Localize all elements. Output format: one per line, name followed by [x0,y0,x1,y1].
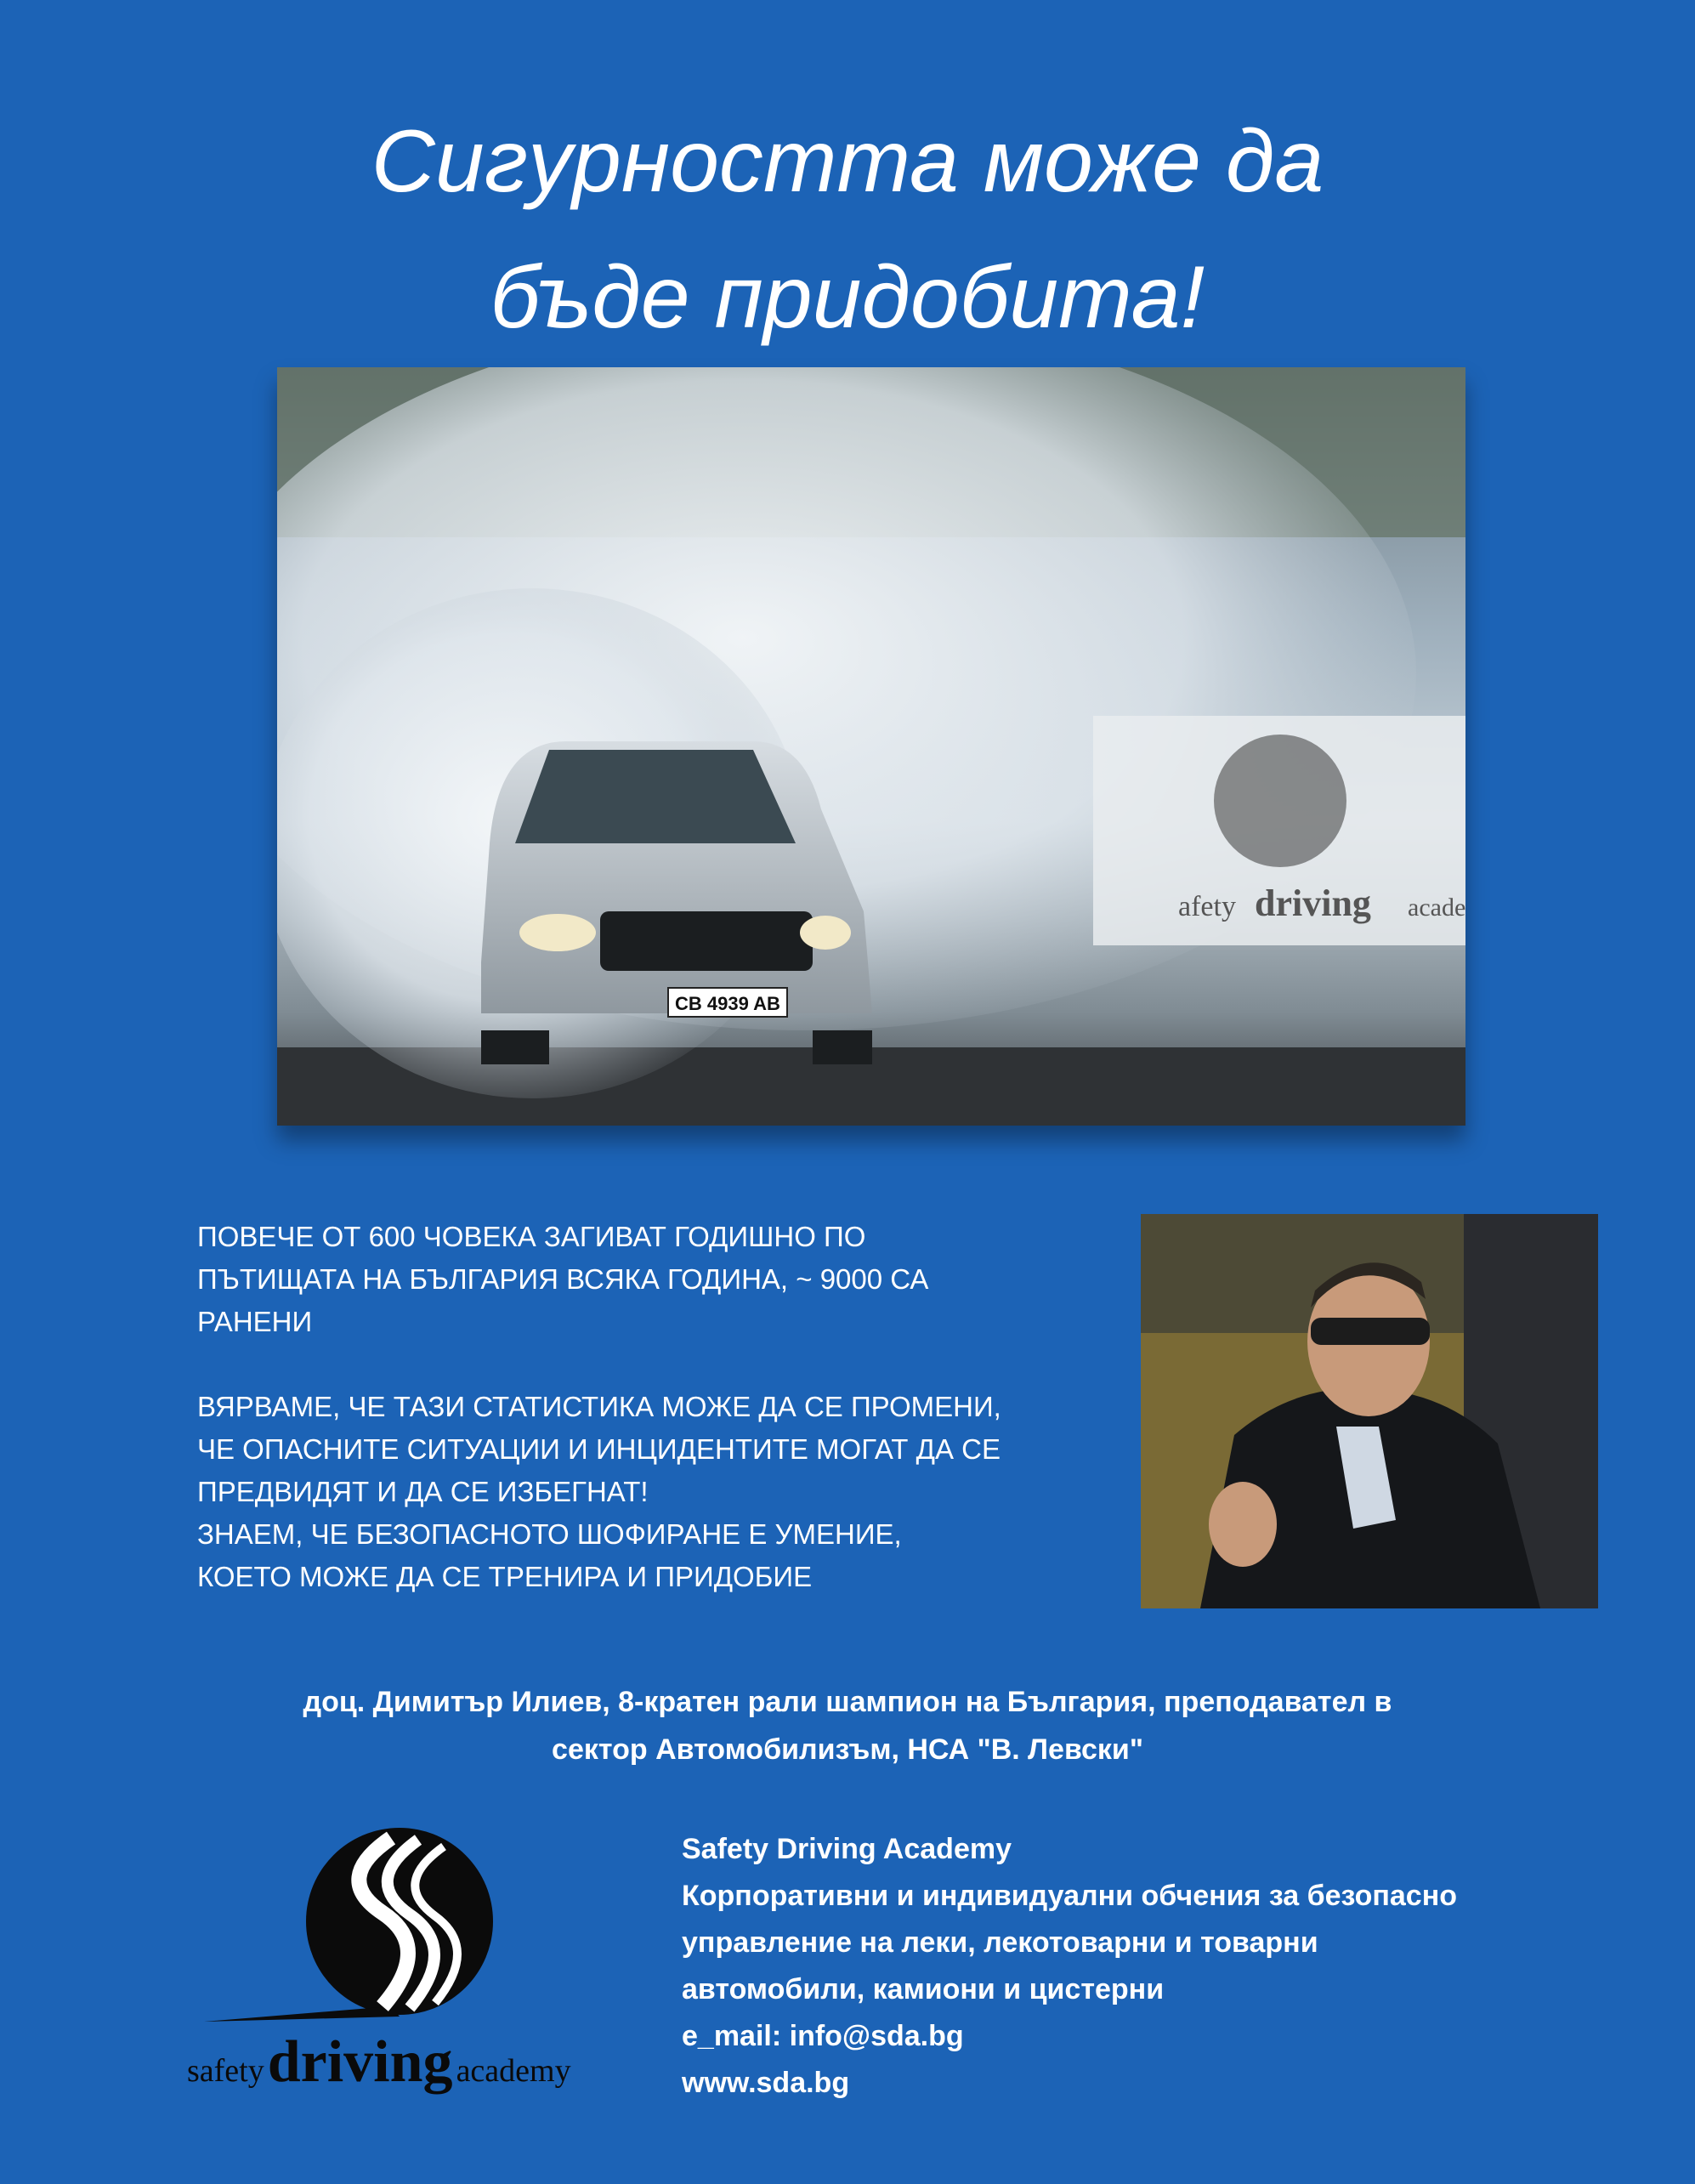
contact-desc-3: автомобили, камиони и цистерни [682,1973,1165,2005]
headline-line-2: бъде придобита! [490,248,1205,347]
contact-email[interactable]: e_mail: info@sda.bg [682,2020,964,2052]
banner-text-2: driving [1255,882,1371,924]
banner-text-3: acade [1408,893,1465,922]
headline-line-1: Сигурността може да [371,112,1324,211]
license-plate: CB 4939 AB [675,993,780,1014]
contact-desc-2: управление на леки, лекотоварни и товарни [682,1926,1318,1959]
stats-line-6: ПРЕДВИДЯТ И ДА СЕ ИЗБЕГНАТ! [197,1476,649,1507]
instructor-photo-illustration [1141,1214,1598,1608]
banner-text-1: afety [1178,891,1236,922]
contact-desc-1: Корпоративни и индивидуални обчения за безопасно [682,1880,1458,1912]
stats-line-4: ВЯРВАМЕ, ЧЕ ТАЗИ СТАТИСТИКА МОЖЕ ДА СЕ ПРОМЕНИ, [197,1391,1001,1422]
stats-line-5: ЧЕ ОПАСНИТЕ СИТУАЦИИ И ИНЦИДЕНТИТЕ МОГАТ ДА СЕ [197,1433,1001,1465]
stats-line-2: ПЪТИЩАТА НА БЪЛГАРИЯ ВСЯКА ГОДИНА, ~ 9000 СА [197,1263,929,1295]
hero-photo-illustration [277,367,1465,1126]
stats-line-7: ЗНАЕМ, ЧЕ БЕЗОПАСНОТО ШОФИРАНЕ Е УМЕНИЕ, [197,1518,902,1550]
sda-logo-wordmark [187,2028,663,2096]
statistics-text [197,1216,1098,1598]
headline [0,94,1695,366]
quote-attribution [0,1678,1695,1773]
contact-website[interactable]: www.sda.bg [682,2067,850,2099]
sda-logo [187,1828,663,2100]
hero-photo-car-splash [277,367,1465,1126]
stats-line-8: КОЕТО МОЖЕ ДА СЕ ТРЕНИРА И ПРИДОБИЕ [197,1561,813,1592]
contact-company-name: Safety Driving Academy [682,1833,1012,1865]
contact-info [682,1826,1617,2107]
quote-line-2: сектор Автомобилизъм, НСА "В. Левски" [552,1733,1143,1766]
logo-word-academy: academy [456,2053,571,2089]
logo-word-driving: driving [267,2029,453,2095]
stats-line-3: РАНЕНИ [197,1306,313,1337]
instructor-photo [1141,1214,1598,1608]
sda-logo-emblem-icon [187,1828,663,2032]
stats-line-1: ПОВЕЧЕ ОТ 600 ЧОВЕКА ЗАГИВАТ ГОДИШНО ПО [197,1221,866,1252]
logo-word-safety: safety [187,2053,264,2089]
quote-line-1: доц. Димитър Илиев, 8-кратен рали шампион на България, преподавател в [303,1686,1392,1718]
